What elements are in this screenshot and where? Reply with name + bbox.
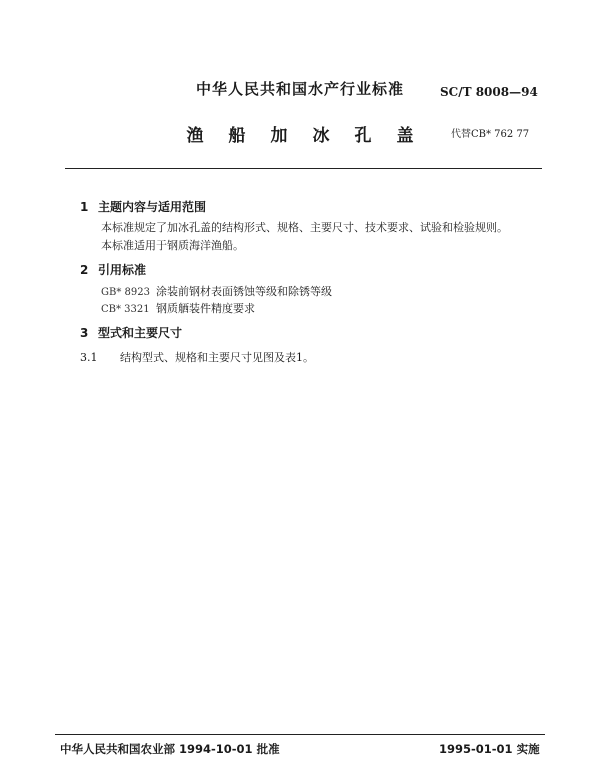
section-title: 型式和主要尺寸	[98, 326, 183, 340]
section-number: 1	[80, 200, 89, 214]
section-title: 引用标准	[98, 263, 147, 277]
reference-item	[101, 300, 255, 316]
issued-by-date: 中华人民共和国农业部 1994-10-01 批准	[60, 742, 280, 756]
header-divider	[65, 168, 542, 169]
clause-text: 结构型式、规格和主要尺寸见图及表1。	[120, 351, 314, 364]
replaces-standard: 代替CB* 762 77	[451, 129, 530, 140]
reference-code: CB* 3321	[101, 304, 150, 315]
reference-code: GB* 8923	[101, 287, 150, 298]
reference-item	[101, 283, 332, 299]
section-number: 3	[80, 326, 89, 340]
section-1-paragraph-2: 本标准适用于钢质海洋渔船。	[101, 239, 244, 252]
section-number: 2	[80, 263, 89, 277]
section-1-heading	[80, 198, 206, 215]
section-3-heading	[80, 324, 182, 341]
section-title: 主题内容与适用范围	[98, 200, 207, 214]
clause-number: 3.1	[80, 351, 98, 364]
standard-category-title: 中华人民共和国水产行业标准	[195, 80, 404, 98]
footer-divider	[55, 734, 545, 735]
document-title: 渔船加冰孔盖	[186, 126, 439, 146]
section-2-heading	[80, 261, 146, 278]
reference-title: 涂装前钢材表面锈蚀等级和除锈等级	[156, 285, 332, 298]
clause-3-1	[80, 349, 314, 365]
standard-code: SC/T 8008—94	[440, 85, 538, 99]
effective-date: 1995-01-01 实施	[439, 742, 540, 756]
reference-title: 钢质舾装件精度要求	[156, 302, 255, 315]
section-1-paragraph-1: 本标准规定了加冰孔盖的结构形式、规格、主要尺寸、技术要求、试验和检验规则。	[101, 221, 508, 234]
